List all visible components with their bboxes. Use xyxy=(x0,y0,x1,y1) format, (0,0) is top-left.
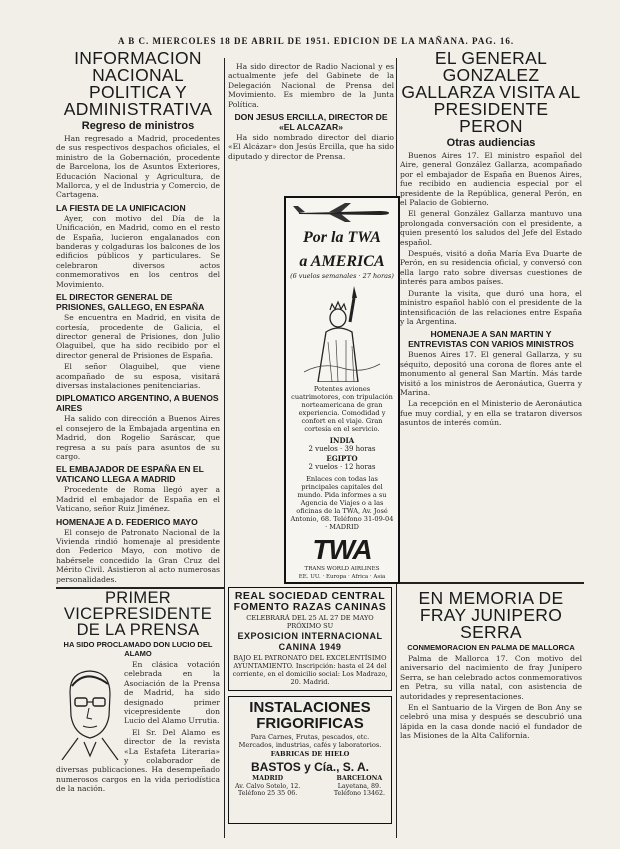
inst-street: Av. Calvo Sotelo, 12. xyxy=(235,782,301,790)
article-paragraph: Se encuentra en Madrid, en visita de cortesía, procedente de Galicia, el director general de Prisiones, don Julio Olaguibel, que ha sido recibido por el director general de Prisiones de España. xyxy=(56,313,220,360)
page-header: A B C. MIERCOLES 18 DE ABRIL DE 1951. EDICION DE LA MAÑANA. PAG. 16. xyxy=(118,36,515,46)
rsc-exposition: EXPOSICION INTERNACIONAL xyxy=(237,631,383,641)
article-paragraph: El consejo de Patronato Nacional de la Vivienda rindió homenaje al presidente don Federico Mayo, con motivo de habérsele concedido la Gran Cruz del Mérito Civil. Asistieron al acto numerosas personalidades. xyxy=(56,527,220,584)
inst-city: BARCELONA xyxy=(336,775,383,782)
refrigeration-advertisement xyxy=(228,696,392,824)
left-article xyxy=(56,50,220,586)
article-paragraph: Después, visitó a doña María Eva Duarte de Perón, en su residencia oficial, y conversó con ella largo rato sobre diversas cuestiones de interés para ambos países. xyxy=(400,249,582,287)
article-paragraph: Ayer, con motivo del Día de la Unificación, en Madrid, como en el resto de España, lucieron engalanados con banderas y colgaduras los balcones de los edificios públicos y particulares. Se celebraron diversos actos conmemorativos en los centros del Movimiento. xyxy=(56,213,220,289)
article-paragraph: Ha sido director de Radio Nacional y es actualmente jefe del Gabinete de la Delegación Nacional de Prensa del Movimiento. Es miembro de la Junta Política. xyxy=(228,62,394,109)
article-paragraph: Ha sido nombrado director del diario «El Alcázar» don Jesús Ercilla, que ha sido diputado y director de Prensa. xyxy=(228,133,394,161)
statue-of-liberty-icon xyxy=(302,282,382,382)
inst-city: MADRID xyxy=(252,775,284,782)
rsc-title2: FOMENTO RAZAS CANINAS xyxy=(233,601,387,613)
rsc-dates: CELEBRARÁ DEL 25 AL 27 DE MAYO PRÓXIMO SU xyxy=(246,614,374,630)
article-subtitle: Otras audiencias xyxy=(446,137,536,149)
rsc-year: CANINA 1949 xyxy=(278,642,342,652)
section-heading: DIPLOMATICO ARGENTINO, A BUENOS AIRES xyxy=(56,393,219,414)
article-headline: EN MEMORIA DE FRAY JUNIPERO SERRA xyxy=(418,590,564,642)
inst-barcelona xyxy=(334,775,385,798)
section-rule xyxy=(56,587,224,589)
article-paragraph: Buenos Aires 17. El ministro español del Aire, general González Gallarza, acompañado por el embajador de España en Buenos Aires, fue recibido en audiencia especial por el presidente de la República, general Perón, en el Palacio de Gobierno. xyxy=(400,151,582,208)
section-heading: EL DIRECTOR GENERAL DE PRISIONES, GALLEGO, EN ESPAÑA xyxy=(56,292,205,313)
inst-ice-factories: FABRICAS DE HIELO xyxy=(270,750,350,758)
route-india: INDIA xyxy=(329,436,355,445)
route-india-detail: 2 vuelos · 39 horas xyxy=(308,445,376,453)
article-paragraph: En el Santuario de la Virgen de Bon Any se celebró una misa y después se descubrió una lápida en la casa donde nació el fundador de las Misiones de la Alta California. xyxy=(400,703,582,741)
inst-description: Para Carnes, Frutas, pescados, etc. Mercados, industrias, cafés y laboratorios. xyxy=(238,733,382,749)
article-paragraph: El Sr. Del Alamo es director de la revista «La Estafeta Literaria» y colaborador de diversas publicaciones. Ha desempeñado numerosos cargos en la vida periodística de la nación. xyxy=(56,727,220,794)
inst-madrid xyxy=(235,775,300,798)
article-headline: EL GENERAL GONZALEZ GALLARZA VISITA AL PRESIDENTE PERON xyxy=(401,50,581,136)
section-heading: DON JESUS ERCILLA, DIRECTOR DE «EL ALCAZAR» xyxy=(234,112,388,133)
inst-brand: BASTOS y Cía., S. A. xyxy=(250,760,370,774)
inst-street: Layetana, 89. xyxy=(337,782,382,790)
portrait-drawing xyxy=(56,664,122,760)
article-headline: PRIMER VICEPRESIDENTE DE LA PRENSA xyxy=(63,590,213,639)
right-article xyxy=(400,50,582,586)
article-subtitle: HA SIDO PROCLAMADO DON LUCIO DEL ALAMO xyxy=(63,640,213,658)
twa-advertisement xyxy=(284,196,400,584)
inst-addresses xyxy=(229,774,391,799)
article-paragraph: La recepción en el Ministerio de Aeronáutica fue muy cordial, y en ella se trataron diversos asuntos de interés común. xyxy=(400,399,582,428)
article-paragraph: Procedente de Roma llegó ayer a Madrid el embajador de España en el Vaticano, señor Ruiz Jiménez. xyxy=(56,485,220,514)
twa-title-line2: a AMERICA xyxy=(299,253,385,270)
article-paragraph: Han regresado a Madrid, procedentes de sus respectivos despachos oficiales, el ministro de la Gobernación, procedente de Barcelona, los de Asuntos Exteriores, Educación Nacional y Agricultura, de Mallorca, y el de Industria y Comercio, de Cartagena. xyxy=(56,134,220,200)
inst-phone: Teléfono 13462. xyxy=(333,790,385,797)
rsc-title1: REAL SOCIEDAD CENTRAL xyxy=(234,590,386,602)
twa-title-line1: Por la TWA xyxy=(303,229,381,246)
route-egypt-detail: 2 vuelos · 12 horas xyxy=(308,463,376,471)
center-article xyxy=(228,62,394,172)
column-rule xyxy=(224,58,225,838)
article-paragraph: En clásica votación celebrada en la Asociación de la Prensa de Madrid, ha sido designado primer vicepresidente don Lucio del Alamo Urrutia. xyxy=(124,660,220,726)
article-paragraph: El señor Olaguibel, que viene acompañado de su esposa, visitará diversas instalaciones penitenciarias. xyxy=(56,362,220,390)
twa-contact: Enlaces con todas las principales capitales del mundo. Pida informes a su Agencia de Viajes o a las oficinas de la TWA, Av. José Antonio, 68. Teléfono 31-09-04 · MADRID xyxy=(290,475,394,531)
twa-subtitle: (6 vuelos semanales · 27 horas) xyxy=(290,272,394,280)
article-paragraph: Ha salido con dirección a Buenos Aires el consejero de la Embajada argentina en Madrid, don Rogelio Saráscar, que regresa a su país para asuntos de su cargo. xyxy=(56,414,220,461)
article-subtitle: Regreso de ministros xyxy=(81,120,195,132)
canine-society-advertisement xyxy=(228,587,392,691)
section-heading: LA FIESTA DE LA UNIFICACION xyxy=(56,202,186,213)
airplane-icon xyxy=(289,201,395,223)
twa-footer: EE. UU. · Europa · Africa · Asia xyxy=(298,574,386,580)
article-paragraph: Palma de Mallorca 17. Con motivo del aniversario del nacimiento de fray Junípero Serra, se han celebrado actos conmemorativos en Petra, su villa natal, con asistencia de autoridades y representaciones. xyxy=(400,654,582,701)
rsc-details: BAJO EL PATRONATO DEL EXCELENTÍSIMO AYUNTAMIENTO. Inscripción: hasta el 24 del corriente, en el domicilio social: Los Madrazo, 20. Madrid. xyxy=(232,654,388,686)
section-heading: EL EMBAJADOR DE ESPAÑA EN EL VATICANO LLEGA A MADRID xyxy=(56,464,204,485)
junipero-article xyxy=(400,590,582,840)
article-paragraph: Durante la visita, que duró una hora, el ministro español habló con el presidente de la intensificación de las relaciones entre España y la Argentina. xyxy=(400,288,582,326)
article-subtitle: CONMEMORACION EN PALMA DE MALLORCA xyxy=(407,643,575,652)
inst-title1: INSTALACIONES xyxy=(249,699,371,716)
article-paragraph: Buenos Aires 17. El general Gallarza, y su séquito, depositó una corona de flores ante el monumento al general San Martín. Más tarde visitó a los ministros de Aeronáutica, Guerra y Marina. xyxy=(400,350,582,397)
inst-title2: FRIGORIFICAS xyxy=(256,715,364,732)
twa-body: Potentes aviones cuatrimotores, con tripulación norteamericana de gran experiencia. Comodidad y confort en el viaje. Gran cortesía en el servicio. xyxy=(291,385,393,433)
article-headline: INFORMACION NACIONAL POLITICA Y ADMINISTRATIVA xyxy=(63,50,213,119)
twa-logo: TWA xyxy=(312,534,372,565)
twa-logo-subtitle: TRANS WORLD AIRLINES xyxy=(304,566,380,572)
section-heading: HOMENAJE A D. FEDERICO MAYO xyxy=(56,516,198,527)
section-heading: HOMENAJE A SAN MARTIN Y ENTREVISTAS CON VARIOS MINISTROS xyxy=(408,329,574,350)
route-egypt: EGIPTO xyxy=(326,454,358,463)
article-paragraph: El general González Gallarza mantuvo una prolongada conversación con el presidente, a quien presentó los saludos del Jefe del Estado español. xyxy=(400,209,582,247)
inst-phone: Teléfono 25 35 06. xyxy=(238,790,298,797)
